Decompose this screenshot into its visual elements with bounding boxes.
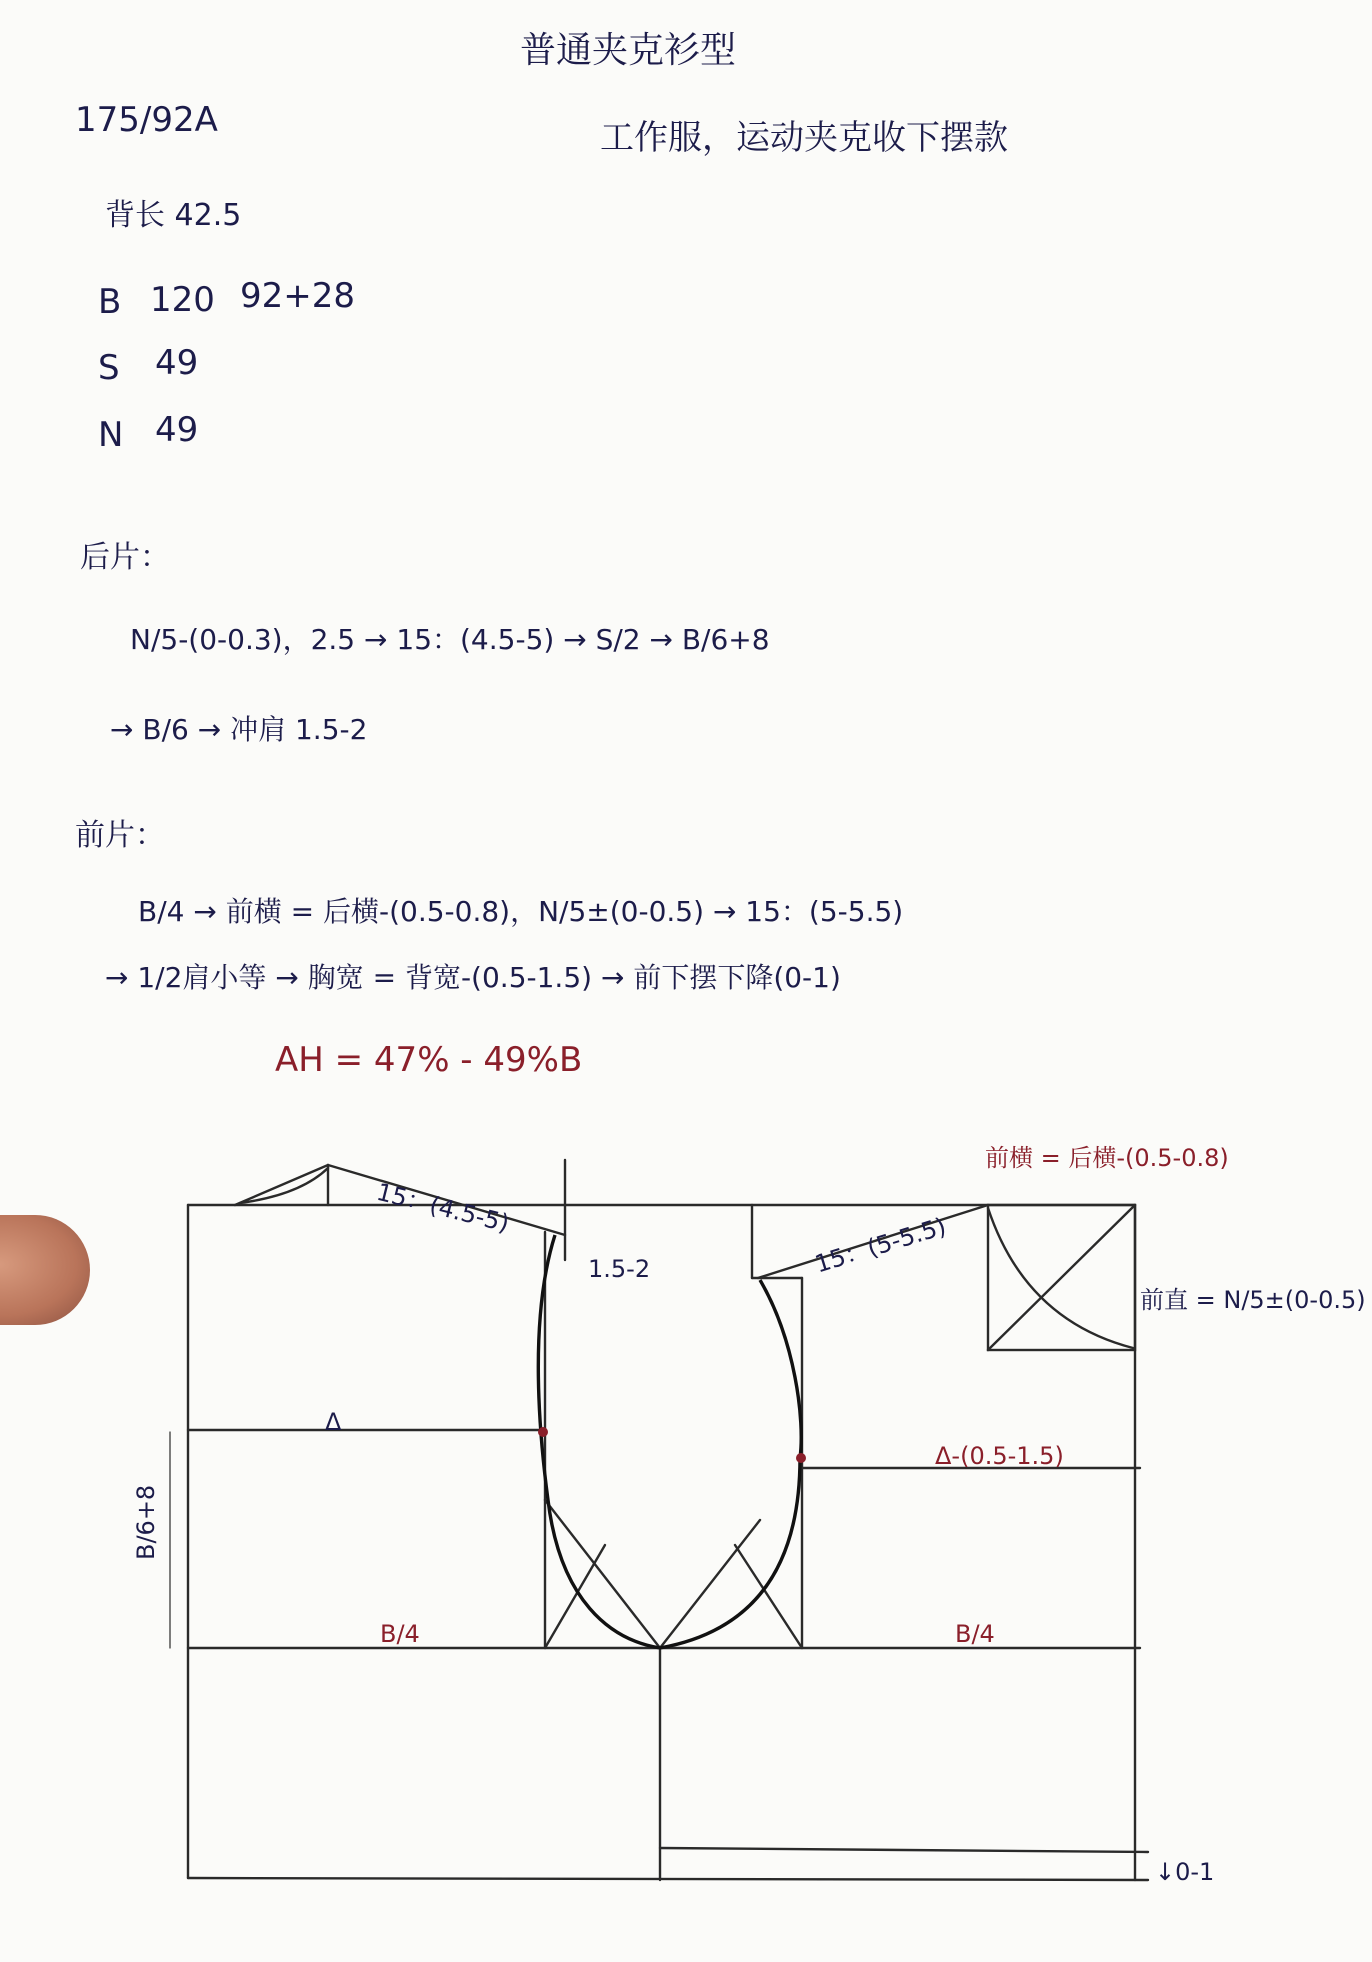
label-back-marker: Δ bbox=[325, 1408, 342, 1436]
back-piece-line1: N/5-(0-0.3)，2.5 → 15：(4.5-5) → S/2 → B/6+8 bbox=[130, 623, 770, 656]
label-side-depth: B/6+8 bbox=[132, 1484, 160, 1560]
front-armhole-guide bbox=[735, 1545, 802, 1648]
back-armhole-curve bbox=[538, 1235, 660, 1648]
neck-value: 49 bbox=[155, 410, 199, 450]
shoulder-value: 49 bbox=[155, 343, 199, 383]
label-hem-drop: ↓0-1 bbox=[1155, 1858, 1215, 1886]
back-piece-line2: → B/6 → 冲肩 1.5-2 bbox=[110, 713, 368, 746]
shoulder-label: S bbox=[98, 348, 120, 388]
back-armhole-guide bbox=[545, 1545, 605, 1648]
label-shoulder-push: 1.5-2 bbox=[588, 1255, 651, 1283]
front-neck-diagonal bbox=[988, 1205, 1135, 1350]
front-piece-line2: → 1/2肩小等 → 胸宽 = 背宽-(0.5-1.5) → 前下摆下降(0-1) bbox=[105, 961, 841, 994]
bust-formula: 92+28 bbox=[240, 276, 356, 316]
page-title: 普通夹克衫型 bbox=[520, 30, 737, 71]
label-front-shoulder-slope: 15：(5-5.5) bbox=[811, 1212, 950, 1279]
back-piece-heading: 后片： bbox=[80, 540, 170, 575]
label-front-chest-offset: Δ-(0.5-1.5) bbox=[935, 1442, 1064, 1470]
bust-label: B bbox=[98, 282, 122, 322]
bust-value: 120 bbox=[150, 280, 215, 320]
hem-line bbox=[188, 1878, 1148, 1880]
back-neck-rise bbox=[235, 1165, 328, 1205]
label-front-neck-depth: 前直 = N/5±(0-0.5) bbox=[1140, 1286, 1366, 1314]
size-spec: 175/92A bbox=[75, 100, 218, 140]
front-hem-line bbox=[660, 1848, 1148, 1852]
label-back-chest: B/4 bbox=[380, 1620, 420, 1648]
label-front-chest: B/4 bbox=[955, 1620, 995, 1648]
neck-label: N bbox=[98, 415, 124, 455]
front-piece-line1: B/4 → 前横 = 后横-(0.5-0.8)，N/5±(0-0.5) → 15：(5-5.5) bbox=[138, 895, 904, 928]
label-back-shoulder-slope: 15：(4.5-5) bbox=[373, 1177, 512, 1238]
armhole-formula: AH = 47% - 49%B bbox=[275, 1040, 583, 1080]
front-armhole-diagonal bbox=[660, 1520, 760, 1648]
label-front-neck-width: 前横 = 后横-(0.5-0.8) bbox=[985, 1144, 1229, 1172]
subtitle: 工作服，运动夹克收下摆款 bbox=[600, 118, 1008, 158]
front-armhole-curve bbox=[660, 1280, 801, 1648]
front-armhole-point bbox=[796, 1453, 806, 1463]
back-armhole-diagonal bbox=[545, 1500, 660, 1648]
front-piece-heading: 前片： bbox=[75, 818, 165, 853]
back-armhole-point bbox=[538, 1427, 548, 1437]
back-length: 背长 42.5 bbox=[105, 198, 242, 233]
